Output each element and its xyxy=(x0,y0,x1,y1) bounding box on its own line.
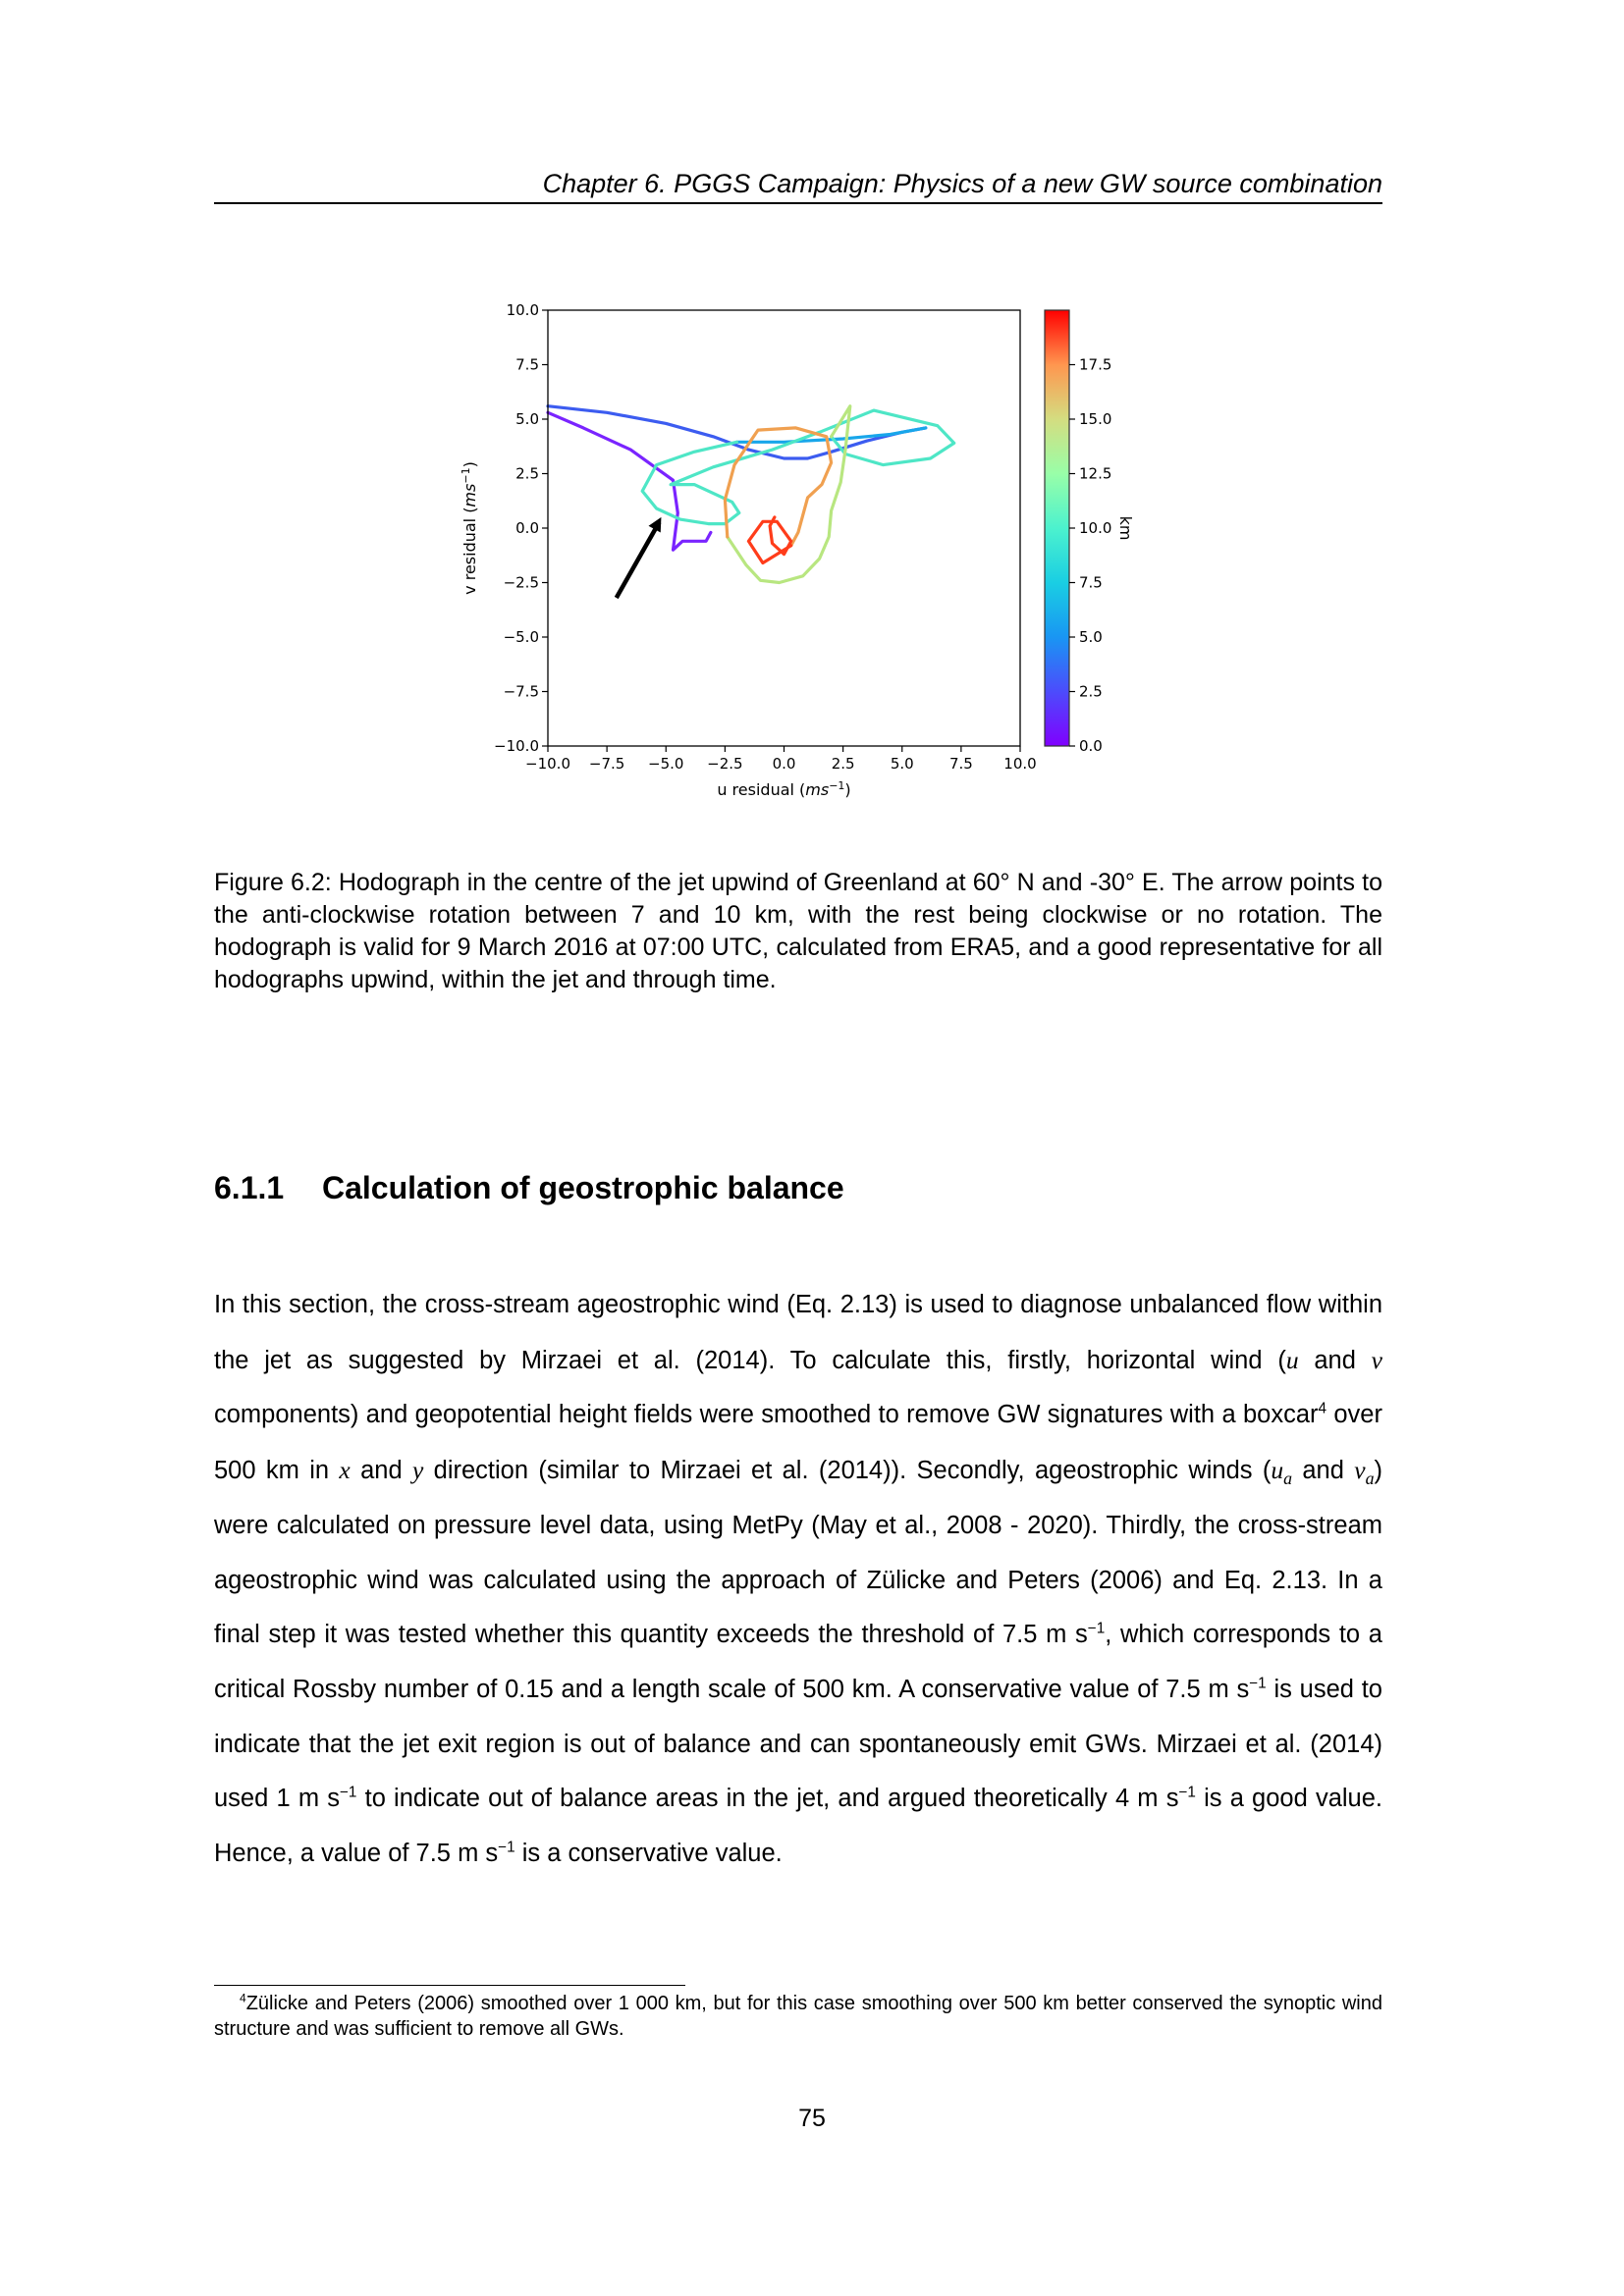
plot-area xyxy=(548,406,954,598)
body-paragraph: In this section, the cross-stream ageostrophic wind (Eq. 2.13) is used to diagnose unbalanced flow within the jet as suggested by Mirzaei et al. (2014). To calculate this, firstly, horizontal wind (u and v components) and geopotential height fields were smoothed to remove GW signatures with a boxcar$^4$ over 500 km in x and y direction (similar to Mirzaei et al. (2014)). Secondly, ageostrophic winds ($u_a$ and $v_a$) were calculated on pressure level data, using MetPy (May et al., 2008 - 2020). Thirdly, the cross-stream ageostrophic wind was calculated using the approach of Zülicke and Peters (2006) and Eq. 2.13. In a final step it was tested whether this quantity exceeds the threshold of 7.5 m $s^{-1}$, which corresponds to a critical Rossby number of 0.15 and a length scale of 500 km. A conservative value of 7.5 m $s^{-1}$ is used to indicate that the jet exit region is out of balance and can spontaneously emit GWs. Mirzaei et al. (2014) used 1 m $s^{-1}$ to indicate out of balance areas in the jet, and argued theoretically 4 m $s^{-1}$ is a good value. Hence, a value of 7.5 m $s^{-1}$ is a conservative value. xyxy=(214,1291,1382,1868)
y-tick-label: −10.0 xyxy=(494,737,539,755)
colorbar-tick-label: 7.5 xyxy=(1079,573,1103,592)
figure-caption: Figure 6.2: Hodograph in the centre of the jet upwind of Greenland at 60° N and -30° E. The arrow points to the anti-clockwise rotation between 7 and 10 km, with the rest being clockwise or no rotation. The hodograph is valid for 9 March 2016 at 07:00 UTC, calculated from ERA5, and a good representative for all hodographs upwind, within the jet and through time. xyxy=(214,869,1382,993)
x-tick-label: 2.5 xyxy=(831,755,855,773)
hodograph-segment xyxy=(548,412,711,550)
colorbar-tick-label: 0.0 xyxy=(1079,737,1103,755)
page-number: 75 xyxy=(798,2105,826,2132)
colorbar-tick-label: 17.5 xyxy=(1079,355,1112,374)
x-tick-label: −2.5 xyxy=(707,755,743,773)
y-tick-label: 5.0 xyxy=(515,410,539,428)
colorbar-tick-label: 10.0 xyxy=(1079,519,1112,537)
section-number: 6.1.1 xyxy=(214,1170,285,1205)
y-tick-label: 10.0 xyxy=(506,301,539,319)
header-rule xyxy=(214,202,1382,204)
colorbar-gradient xyxy=(1045,310,1069,746)
hodograph-segment xyxy=(728,406,850,583)
arrow-icon xyxy=(617,522,660,598)
colorbar-tick-label: 12.5 xyxy=(1079,464,1112,483)
y-tick-label: −5.0 xyxy=(503,628,539,646)
colorbar-label: km xyxy=(1116,515,1135,541)
hodograph-segment xyxy=(748,517,790,563)
x-tick-label: 10.0 xyxy=(1003,755,1037,773)
footnote-number: 4 xyxy=(240,1991,246,2005)
x-axis-label: u residual $(ms^{-1})$ xyxy=(717,779,851,799)
x-tick-label: −10.0 xyxy=(525,755,570,773)
x-tick-label: −7.5 xyxy=(588,755,625,773)
axes xyxy=(460,301,1037,799)
y-tick-label: 0.0 xyxy=(515,519,539,537)
x-tick-label: −5.0 xyxy=(648,755,684,773)
x-tick-label: 0.0 xyxy=(772,755,796,773)
y-tick-label: −7.5 xyxy=(503,682,539,701)
y-tick-label: −2.5 xyxy=(503,573,539,592)
footnote-text: Zülicke and Peters (2006) smoothed over 1 000 km, but for this case smoothing over 500 km better conserved the synoptic wind structure and was sufficient to remove all GWs. xyxy=(214,1993,1382,2040)
section-heading xyxy=(214,1168,1382,1207)
hodograph-figure xyxy=(432,285,1178,834)
footnote-marker: 4 xyxy=(1318,1400,1327,1417)
running-head: Chapter 6. PGGS Campaign: Physics of a new GW source combination xyxy=(542,169,1382,198)
y-tick-label: 2.5 xyxy=(515,464,539,483)
colorbar-tick-label: 2.5 xyxy=(1079,682,1103,701)
hodograph-chart xyxy=(432,285,1178,834)
section-title: Calculation of geostrophic balance xyxy=(322,1170,844,1205)
colorbar xyxy=(1045,310,1135,755)
x-tick-label: 7.5 xyxy=(948,755,973,773)
colorbar-tick-label: 15.0 xyxy=(1079,410,1112,428)
x-tick-label: 5.0 xyxy=(890,755,914,773)
colorbar-tick-label: 5.0 xyxy=(1079,628,1103,646)
y-tick-label: 7.5 xyxy=(515,355,539,374)
footnote-rule xyxy=(214,1985,685,1986)
footnote xyxy=(214,1991,1382,2042)
y-axis-label: v residual $(ms^{-1})$ xyxy=(460,461,479,595)
